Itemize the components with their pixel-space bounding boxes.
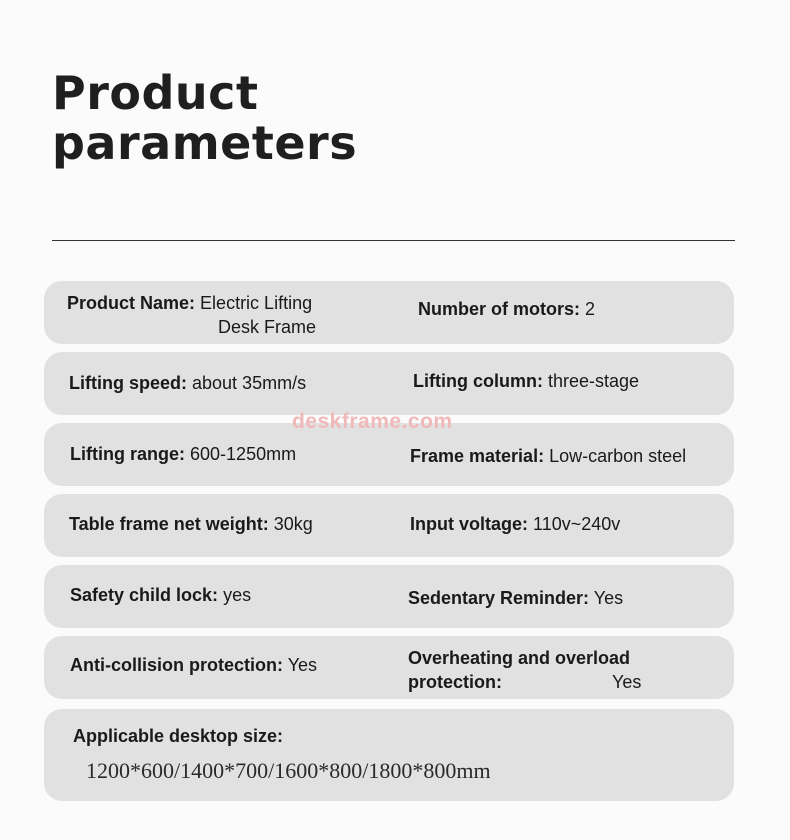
material-param [410,444,686,468]
title-line-2: parameters [52,116,358,170]
speed-param [69,371,306,395]
overheat-param-line2 [408,670,502,694]
param-row-4 [44,494,734,557]
speed-key: Lifting speed: [69,373,187,393]
watermark-text: deskframe.com [292,410,453,433]
collision-value: Yes [287,655,318,675]
reminder-value: Yes [593,588,624,608]
column-value: three-stage [548,371,640,391]
voltage-key: Input voltage: [410,514,528,534]
desktop-param [73,724,283,748]
childlock-param [70,583,251,607]
overheat-value-wrap [612,670,641,694]
material-key: Frame material: [410,446,545,466]
product-name-value-line1: Electric Lifting [200,293,313,313]
collision-param [70,653,317,677]
range-key: Lifting range: [70,444,185,464]
product-name-value-line2-wrap [218,315,316,339]
desktop-key: Applicable desktop size: [73,726,284,746]
weight-value: 30kg [273,514,313,534]
param-row-5 [44,565,734,628]
column-key: Lifting column: [413,371,543,391]
motors-param [418,297,595,321]
product-name-param [67,291,312,315]
overheat-param-line1 [408,646,630,670]
desktop-size-value: 1200*600/1400*700/1600*800/1800*800mm [86,758,491,783]
weight-param [69,512,313,536]
param-row-7 [44,709,734,801]
childlock-key: Safety child lock: [70,585,219,605]
param-row-6 [44,636,734,699]
range-value: 600-1250mm [190,444,297,464]
overheat-key-line2: protection: [408,672,502,692]
title-line-1: Product [52,66,259,120]
motors-value: 2 [585,299,596,319]
material-value: Low-carbon steel [549,446,687,466]
divider [52,240,735,241]
collision-key: Anti-collision protection: [70,655,283,675]
product-name-key: Product Name: [67,293,196,313]
page-title [52,68,357,168]
overheat-value: Yes [612,672,642,692]
reminder-param [408,586,623,610]
param-row-2 [44,352,734,415]
reminder-key: Sedentary Reminder: [408,588,590,608]
motors-key: Number of motors: [418,299,580,319]
product-name-value-line2: Desk Frame [218,317,317,337]
speed-value: about 35mm/s [192,373,307,393]
voltage-value: 110v~240v [533,514,621,534]
param-row-1 [44,281,734,344]
voltage-param [410,512,620,536]
column-param [413,369,639,393]
weight-key: Table frame net weight: [69,514,269,534]
childlock-value: yes [223,585,252,605]
overheat-key-line1: Overheating and overload [408,648,631,668]
range-param [70,442,296,466]
